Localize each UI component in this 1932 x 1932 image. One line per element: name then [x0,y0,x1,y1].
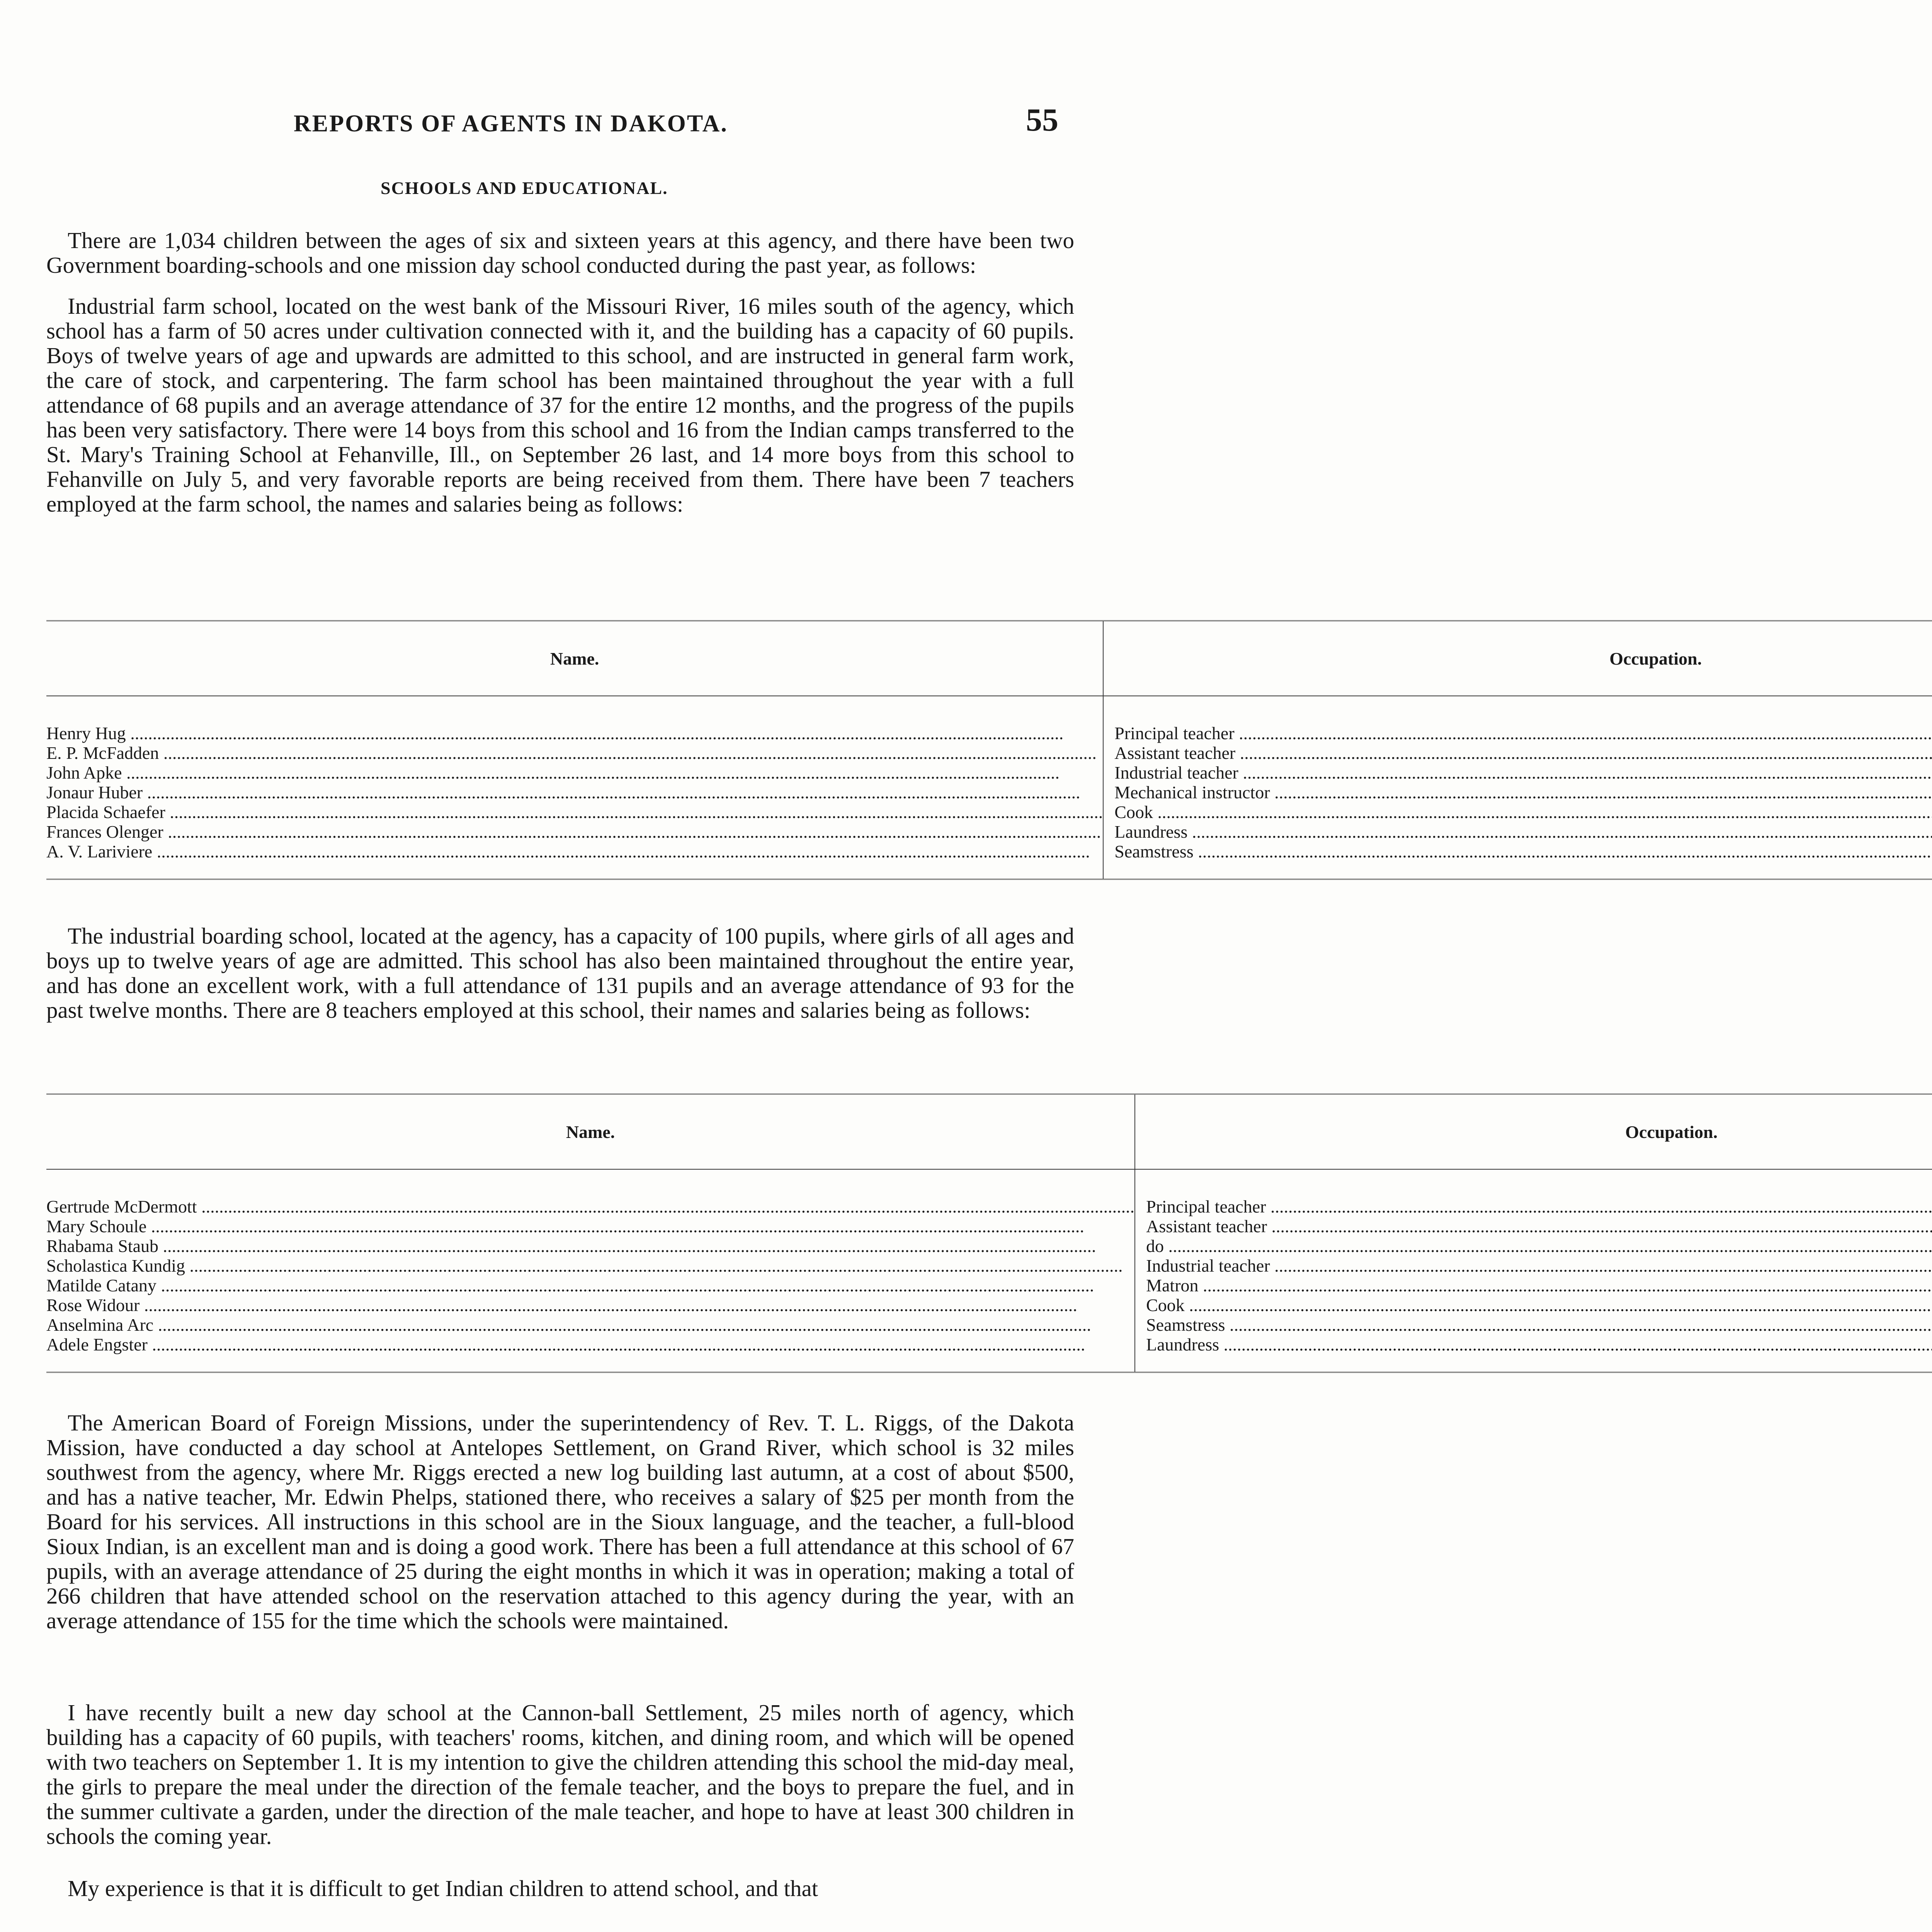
staff-name-cell [46,696,1103,743]
staff-occupation: Assistant teacher ..... [1135,1216,1932,1236]
paragraph-enrollment: There are 1,034 children between the ages of six and sixteen years at this agency, and there have been two Government boarding-schools and one mission day school conducted during the past year, as follows: [46,228,1074,278]
staff-name-cell [46,1216,1135,1236]
farm-school-staff-table [46,620,1932,880]
staff-occupation-cell [1135,1295,1932,1315]
staff-occupation: Seamstress ..... [1135,1315,1932,1335]
paragraph-farm-school: Industrial farm school, located on the west bank of the Missouri River, 16 miles south of the agency, which school has a farm of 50 acres under cultivation connected with it, and the building has a capacity of 60 pupils. Boys of twelve years of age and upwards are admitted to this school, and are instructed in general farm work, the care of stock, and carpentering. The farm school has been maintained throughout the year with a full attendance of 68 pupils and an average attendance of 37 for the entire 12 months, and the progress of the pupils has been very satisfactory. There were 14 boys from this school and 16 from the Indian camps transferred to the St. Mary's Training School at Fehanville, Ill., on September 26 last, and 14 more boys from this school to Fehanville on July 5, and very favorable reports are being received from them. There have been 7 teachers employed at the farm school, the names and salaries being as follows: [46,293,1074,517]
staff-name-cell [46,802,1103,822]
table-row [46,763,1932,782]
boarding-school-staff-table [46,1094,1932,1373]
staff-occupation: Cook ..... [1135,1295,1932,1315]
staff-name: Jonaur Huber ..... [46,782,1103,802]
staff-name-cell [46,782,1103,802]
staff-name: E. P. McFadden ..... [46,743,1103,763]
table-row [46,1276,1932,1295]
staff-occupation: Laundress ..... [1135,1335,1932,1354]
paragraph-experience: My experience is that it is difficult to get Indian children to attend school, and that [68,1876,818,1901]
staff-occupation-cell [1103,822,1932,842]
staff-occupation: do ..... [1135,1236,1932,1256]
table-row [46,1335,1932,1372]
running-head: REPORTS OF AGENTS IN DAKOTA. [294,111,728,137]
staff-name-cell [46,1335,1135,1372]
staff-name-cell [46,1256,1135,1276]
staff-occupation-cell [1103,743,1932,763]
staff-name-cell [46,1169,1135,1216]
table-row [46,802,1932,822]
page-number: 55 [1026,102,1058,138]
table-header-row [46,621,1932,696]
staff-name: John Apke ..... [46,763,1103,782]
staff-name-cell [46,743,1103,763]
staff-occupation-cell [1103,802,1932,822]
staff-name: Gertrude McDermott ..... [46,1197,1134,1216]
table-row [46,1295,1932,1315]
section-title: SCHOOLS AND EDUCATIONAL. [381,178,668,198]
staff-occupation-cell [1103,842,1932,879]
staff-occupation: Laundress ..... [1104,822,1932,842]
staff-name: Placida Schaefer ..... [46,802,1103,822]
staff-name-cell [46,1236,1135,1256]
staff-occupation-cell [1135,1236,1932,1256]
staff-name: Henry Hug ..... [46,723,1103,743]
staff-name-cell [46,1295,1135,1315]
staff-name: Rose Widour ..... [46,1295,1134,1315]
staff-occupation: Seamstress ..... [1104,842,1932,861]
staff-name: Adele Engster ..... [46,1335,1134,1354]
table-row [46,1256,1932,1276]
staff-name: Anselmina Arc ..... [46,1315,1134,1335]
occupation-column-header: Occupation. [1135,1094,1932,1170]
staff-occupation-cell [1135,1256,1932,1276]
table-row [46,822,1932,842]
name-column-header: Name. [46,621,1103,696]
staff-name: Matilde Catany ..... [46,1276,1134,1295]
staff-name-cell [46,842,1103,879]
staff-occupation-cell [1135,1335,1932,1372]
table-row [46,743,1932,763]
staff-occupation-cell [1103,763,1932,782]
table-row [46,782,1932,802]
staff-occupation: Assistant teacher ..... [1104,743,1932,763]
staff-name-cell [46,1315,1135,1335]
staff-name-cell [46,822,1103,842]
staff-occupation-cell [1135,1169,1932,1216]
table-row [46,1236,1932,1256]
staff-occupation-cell [1103,782,1932,802]
staff-occupation-cell [1135,1216,1932,1236]
staff-name-cell [46,763,1103,782]
staff-name: Mary Schoule ..... [46,1216,1134,1236]
staff-occupation: Industrial teacher ..... [1135,1256,1932,1276]
table-row [46,842,1932,879]
farm-school-rows [46,696,1932,879]
staff-name-cell [46,1276,1135,1295]
paragraph-boarding-school: The industrial boarding school, located at the agency, has a capacity of 100 pupils, where girls of all ages and boys up to twelve years of age are admitted. This school has also been maintained throughout the entire year, and has done an excellent work, with a full attendance of 131 pupils and an average attendance of 93 for the past twelve months. There are 8 teachers employed at this school, their names and salaries being as follows: [46,923,1074,1023]
staff-occupation: Mechanical instructor ..... [1104,782,1932,802]
table-row [46,696,1932,743]
staff-occupation-cell [1135,1315,1932,1335]
staff-occupation: Principal teacher ..... [1135,1197,1932,1216]
staff-occupation: Matron ..... [1135,1276,1932,1295]
staff-name: Scholastica Kundig ..... [46,1256,1134,1276]
paragraph-mission-school: The American Board of Foreign Missions, under the superintendency of Rev. T. L. Riggs, of the Dakota Mission, have conducted a day school at Antelopes Settlement, on Grand River, which school is 32 miles southwest from the agency, where Mr. Riggs erected a new log building last autumn, at a cost of about $500, and has a native teacher, Mr. Edwin Phelps, stationed there, who receives a salary of $25 per month from the Board for his services. All instructions in this school are in the Sioux language, and the teacher, a full-blood Sioux Indian, is an excellent man and is doing a good work. There has been a full attendance at this school of 67 pupils, with an average attendance of 25 during the eight months in which it was in operation; making a total of 266 children that have attended school on the reservation attached to this agency during the year, with an average attendance of 155 for the time which the schools were maintained. [46,1410,1074,1633]
table-row [46,1315,1932,1335]
boarding-school-rows [46,1169,1932,1372]
table-row [46,1216,1932,1236]
staff-name: A. V. Lariviere ..... [46,842,1103,861]
occupation-column-header: Occupation. [1103,621,1932,696]
paragraph-cannonball-school: I have recently built a new day school at the Cannon-ball Settlement, 25 miles north of agency, which building has a capacity of 60 pupils, with teachers' rooms, kitchen, and dining room, and which will be opened with two teachers on September 1. It is my intention to give the children attending this school the mid-day meal, the girls to prepare the meal under the direction of the female teacher, and the boys to prepare the fuel, and in the summer cultivate a garden, under the direction of the male teacher, and hope to have at least 300 children in schools the coming year. [46,1700,1074,1849]
staff-occupation-cell [1135,1276,1932,1295]
staff-occupation-cell [1103,696,1932,743]
staff-occupation: Principal teacher ..... [1104,723,1932,743]
staff-occupation: Industrial teacher ..... [1104,763,1932,782]
table-row [46,1169,1932,1216]
staff-name: Rhabama Staub ..... [46,1236,1134,1256]
staff-name: Frances Olenger ..... [46,822,1103,842]
table-header-row [46,1094,1932,1170]
staff-occupation: Cook ..... [1104,802,1932,822]
name-column-header: Name. [46,1094,1135,1170]
